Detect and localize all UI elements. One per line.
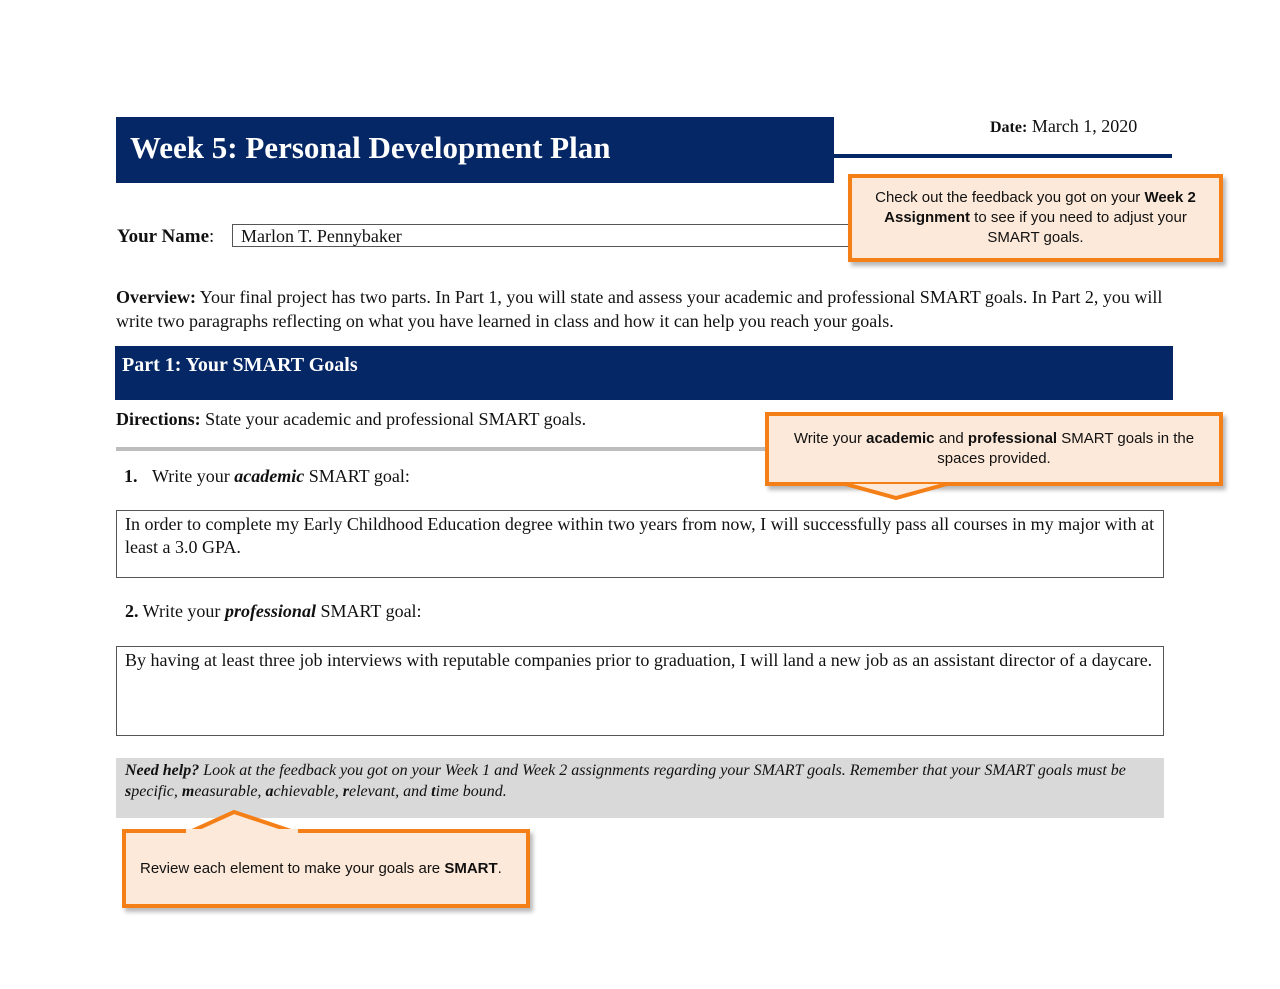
callout-write-goals — [765, 412, 1223, 486]
question-text: Write your — [152, 466, 235, 486]
help-text: elevant, and — [348, 783, 432, 800]
question-number: 2. — [125, 601, 139, 621]
callout-text-part: to see if you need to adjust your SMART goals. — [970, 209, 1187, 246]
title-banner — [116, 117, 834, 183]
callout-review-smart — [122, 829, 530, 908]
directions-text: State your academic and professional SMART goals. — [200, 409, 587, 429]
callout-text — [140, 859, 502, 879]
callout-text-part: SMART goals in the spaces provided. — [937, 430, 1195, 467]
date-label: Date: — [990, 119, 1028, 136]
help-text: chievable, — [273, 783, 343, 800]
overview-paragraph — [116, 285, 1176, 333]
help-text: Look at the feedback you got on your Week 1 and Week 2 assignments regarding your SMART goals. Remember that your SMART goals must be — [199, 762, 1126, 779]
help-letter: t — [431, 783, 436, 800]
callout-text-part: Review each element to make your goals are — [140, 859, 445, 877]
callout-text-part: . — [497, 859, 502, 877]
callout-tail — [186, 808, 298, 833]
name-label — [117, 226, 214, 248]
help-letter: r — [342, 783, 349, 800]
directions-line — [116, 409, 586, 430]
directions-divider — [116, 447, 766, 451]
part1-heading: Part 1: Your SMART Goals — [122, 354, 358, 376]
need-help-label: Need help? — [125, 762, 200, 779]
question-text: Write your — [138, 601, 225, 621]
help-text: ime bound. — [435, 783, 507, 800]
callout-bold: professional — [967, 430, 1058, 447]
help-letter: a — [265, 783, 274, 800]
callout-week2-feedback — [848, 174, 1223, 262]
date-line — [990, 116, 1137, 137]
question-number: 1. — [124, 466, 138, 486]
date-value: March 1, 2020 — [1031, 116, 1138, 136]
help-letter: s — [125, 783, 132, 800]
callout-text-part: and — [934, 430, 968, 447]
callout-text — [779, 429, 1209, 469]
help-text: pecific, — [131, 783, 182, 800]
question-emphasis: professional — [224, 601, 316, 621]
part1-banner — [115, 346, 1173, 400]
callout-text — [862, 188, 1209, 248]
professional-goal-field[interactable]: By having at least three job interviews with reputable companies prior to graduation, I will land a new job as an assistant director of a daycare. — [116, 646, 1164, 736]
directions-label: Directions: — [116, 409, 201, 429]
callout-bold: academic — [866, 430, 935, 447]
overview-label: Overview: — [116, 287, 196, 307]
callout-bold: SMART — [444, 859, 498, 877]
question-emphasis: academic — [234, 466, 305, 486]
help-text: easurable, — [194, 783, 266, 800]
name-field[interactable]: Marlon T. Pennybaker — [232, 224, 848, 247]
name-label-text: Your Name — [117, 226, 210, 247]
question-academic — [124, 466, 410, 487]
question-text: SMART goal: — [304, 466, 410, 486]
callout-tail — [834, 478, 964, 502]
help-letter: m — [181, 783, 195, 800]
question-text: SMART goal: — [315, 601, 422, 621]
question-professional — [125, 601, 422, 622]
callout-text-part: Check out the feedback you got on your — [875, 189, 1145, 206]
title-divider — [834, 154, 1172, 158]
academic-goal-field[interactable]: In order to complete my Early Childhood Education degree within two years from now, I will successfully pass all courses in my major with at least a 3.0 GPA. — [116, 510, 1164, 578]
callout-bold: Week 2 Assignment — [884, 189, 1196, 226]
overview-text: Your final project has two parts. In Part 1, you will state and assess your academic and professional SMART goals. In Part 2, you will write two paragraphs reflecting on what you have learned in class and how it can help you reach your goals. — [116, 287, 1163, 331]
name-label-colon: : — [209, 226, 215, 247]
page-title: Week 5: Personal Development Plan — [130, 130, 611, 165]
callout-text-part: Write your — [793, 430, 867, 447]
